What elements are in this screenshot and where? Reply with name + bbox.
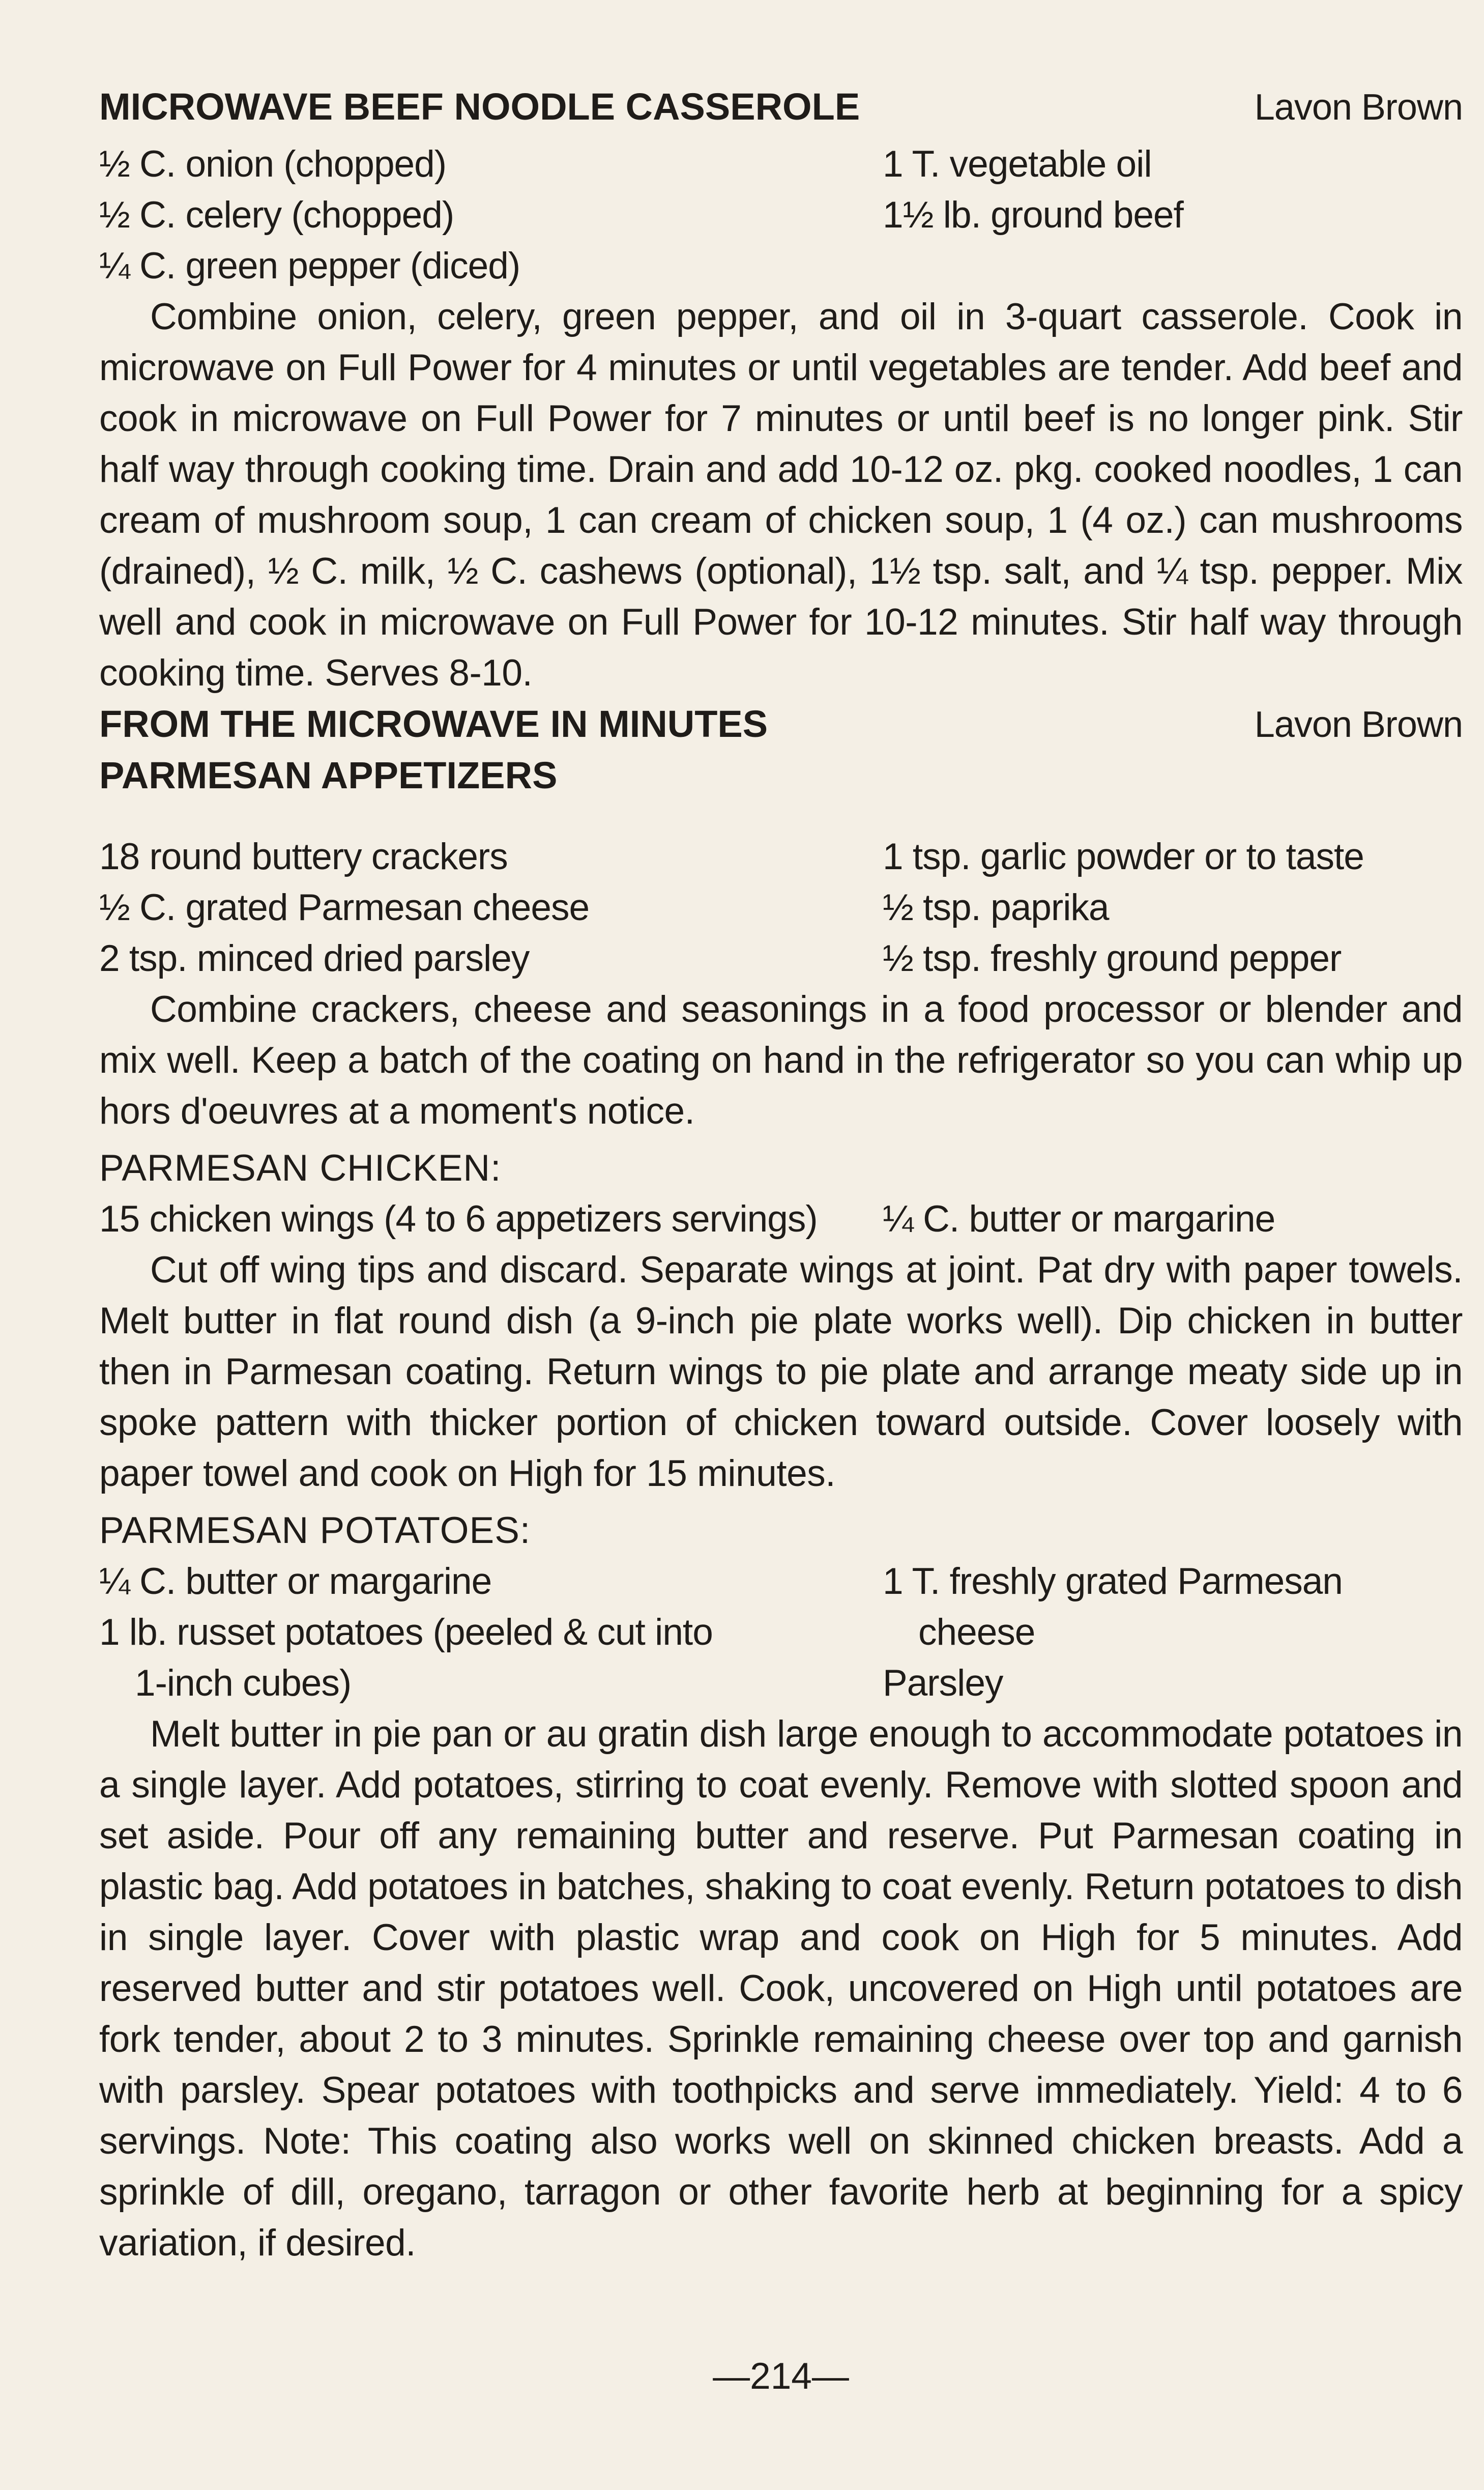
ingredient: ½ C. celery (chopped) [99, 194, 454, 236]
recipe-title: FROM THE MICROWAVE IN MINUTES [99, 703, 768, 745]
ingredient: 1 T. freshly grated Parmesan [883, 1561, 1343, 1602]
ingredient: ¼ C. butter or margarine [99, 1561, 492, 1602]
ingredient-list [99, 1556, 1463, 1709]
ingredient: 1½ lb. ground beef [883, 194, 1183, 236]
ingredient: ½ tsp. freshly ground pepper [883, 938, 1342, 979]
recipe-title-row [99, 81, 1463, 133]
ingredient: Parsley [883, 1663, 1003, 1704]
ingredient: ¼ C. green pepper (diced) [99, 245, 520, 287]
section-heading: PARMESAN POTATOES: [99, 1510, 531, 1551]
ingredient [883, 241, 1463, 292]
recipe-subtitle: PARMESAN APPETIZERS [99, 754, 558, 796]
ingredient-list [99, 1194, 1463, 1245]
recipe-directions: Combine crackers, cheese and seasonings in a food processor or blender and mix well. Keep a batch of the coating on hand in the refrigerator so you can whip up hors d'oeuvres at a moment's notice. [99, 989, 1463, 1132]
ingredient-list [99, 832, 1463, 984]
ingredient: ½ C. onion (chopped) [99, 144, 447, 185]
ingredient: 1 T. vegetable oil [883, 144, 1152, 185]
recipe-author: Lavon Brown [1254, 87, 1463, 128]
ingredient: cheese [918, 1612, 1035, 1653]
ingredient-list [99, 139, 1463, 292]
recipe-page [99, 81, 1463, 2422]
recipe-directions: Melt butter in pie pan or au gratin dish large enough to accommodate potatoes in a single layer. Add potatoes, stirring to coat evenly. Remove with slotted spoon and set aside. Pour off any remaining butter and reserve. Put Parmesan coating in plastic bag. Add potatoes in batches, shaking to coat evenly. Return potatoes to dish in single layer. Cover with plastic wrap and cook on High for 5 minutes. Add reserved butter and stir potatoes well. Cook, uncovered on High until potatoes are fork tender, about 2 to 3 minutes. Sprinkle remaining cheese over top and garnish with parsley. Spear potatoes with toothpicks and serve immediately. Yield: 4 to 6 servings. Note: This coating also works well on skinned chicken breasts. Add a sprinkle of dill, oregano, tarragon or other favorite herb at beginning for a spicy variation, if desired. [99, 1713, 1463, 2264]
ingredient: 1 lb. russet potatoes (peeled & cut into [99, 1612, 713, 1653]
page-number: —214— [713, 2356, 849, 2397]
ingredient: 18 round buttery crackers [99, 836, 508, 877]
ingredient: ½ tsp. paprika [883, 887, 1109, 928]
ingredient: 2 tsp. minced dried parsley [99, 938, 530, 979]
recipe-directions: Combine onion, celery, green pepper, and oil in 3-quart casserole. Cook in microwave on Full Power for 4 minutes or until vegetables are tender. Add beef and cook in microwave on Full Power for 7 minutes or until beef is no longer pink. Stir half way through cooking time. Drain and add 10-12 oz. pkg. cooked noodles, 1 can cream of mushroom soup, 1 can cream of chicken soup, 1 (4 oz.) can mushrooms (drained), ½ C. milk, ½ C. cashews (optional), 1½ tsp. salt, and ¼ tsp. pepper. Mix well and cook in microwave on Full Power for 10-12 minutes. Stir half way through cooking time. Serves 8-10. [99, 296, 1463, 694]
recipe-title: MICROWAVE BEEF NOODLE CASSEROLE [99, 85, 860, 128]
ingredient: 15 chicken wings (4 to 6 appetizers servings) [99, 1198, 818, 1240]
recipe-directions: Cut off wing tips and discard. Separate wings at joint. Pat dry with paper towels. Melt butter in flat round dish (a 9-inch pie plate works well). Dip chicken in butter then in Parmesan coating. Return wings to pie plate and arrange meaty side up in spoke pattern with thicker portion of chicken toward outside. Cover loosely with paper towel and cook on High for 15 minutes. [99, 1249, 1463, 1494]
recipe-title-row [99, 699, 1463, 750]
ingredient: ½ C. grated Parmesan cheese [99, 887, 590, 928]
ingredient: 1-inch cubes) [135, 1663, 352, 1704]
recipe-author: Lavon Brown [1254, 704, 1463, 745]
section-heading: PARMESAN CHICKEN: [99, 1148, 502, 1189]
ingredient: 1 tsp. garlic powder or to taste [883, 836, 1364, 877]
ingredient: ¼ C. butter or margarine [883, 1198, 1275, 1240]
